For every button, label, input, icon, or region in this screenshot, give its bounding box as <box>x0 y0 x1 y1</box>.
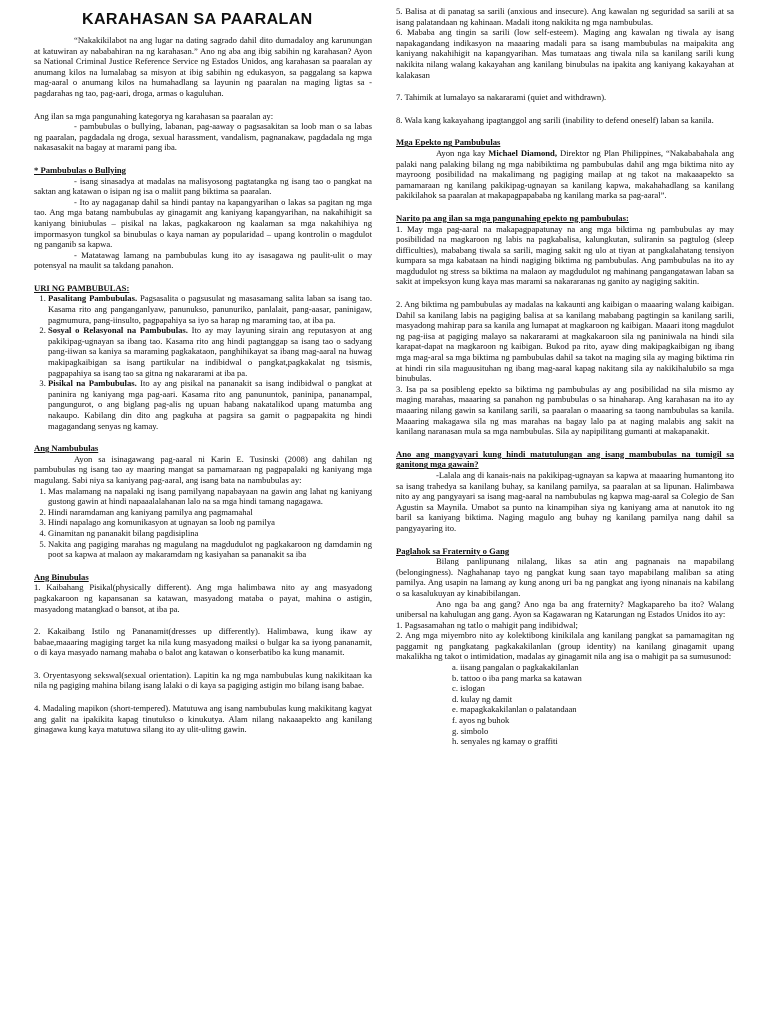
binubulas-item: 3. Oryentasyong sekswal(sexual orientation). Lapitin ka ng mga nambubulas kung nakikitaan ka nila ng pagiging mahina bilang isang lalaki o di kaya sa pagiging astigin mo bilang isang babae. <box>34 669 372 691</box>
bullying-heading: * Pambubulas o Bullying <box>34 164 126 175</box>
left-column <box>34 6 372 735</box>
bullying-cause: - Ito ay nagaganap dahil sa hindi pantay na kapangyarihan o lakas sa pagitan ng mga tao. Ang mga batang nambubulas ay ginagamit ang kaniyang kapangyarihan, na nakahihigit sa kaniyang biniubulas – pisikal na lakas, pagkakaroon ng kaalaman sa mga nakahihiya ng impormasyon tungkol sa binubulas o kaya naman ay popularidad – upang kontrolin o magdulot ng panganib sa kapwa. <box>34 196 372 250</box>
gang-criterion: 2. Ang mga miyembro nito ay kolektibong kinikilala ang kanilang pangkat sa pamamagitan ng paggamit ng pangkatang pagkakakilanlan (group identity) na kanilang ginagamit upang makalikha ng takot o intimidation, madalas ay ginagamit nila ang isa o mahigit pa sa sumusunod: <box>396 630 734 662</box>
question-answer: -Lalala ang di kanais-nais na pakikipag-ugnayan sa kapwa at maaaring humantong ito sa isang trahedya sa kanilang buhay, sa kanilang pamilya, sa paaralan at sa lipunan. Halimbawa nito ay ang pangyayari sa isang mag-aaral na nambubulas ng kapwa mag-aaral sa Colegio de San Agustin sa Maynila. Umabot sa punto na kinampihan siya ng kaniyang ama at nanutok ito ng baril sa kaniyang biktima. Naging magulo ang buhay ng kanilang pamilya nang dahil sa pangyayaring ito. <box>396 469 734 533</box>
binubulas-item: 5. Balisa at di panatag sa sarili (anxious and insecure). Ang kawalan ng seguridad sa sarili at sa isang palatandaan ng kahinaan. Madali itong nakikita ng mga nambubulas. <box>396 6 734 27</box>
bullying-definition: - isang sinasadya at madalas na malisyosong pagtatangka ng isang tao o pangkat na saktan ang katawan o isipan ng isa o maliit pang biktima sa paaralan. <box>34 175 372 197</box>
director-name: Michael Diamond, <box>488 147 557 158</box>
gang-heading: Paglahok sa Fraternity o Gang <box>396 545 510 556</box>
list-item: b. tattoo o iba pang marka sa katawan <box>452 672 582 683</box>
binubulas-heading: Ang Binubulas <box>34 571 89 582</box>
list-item: 4. Ginamitan ng pananakit bilang pagdisiplina <box>48 528 372 539</box>
list-item: d. kulay ng damit <box>452 693 513 704</box>
binubulas-item: 1. Kaibahang Pisikal(physically different). Ang mga halimbawa nito ay ang masyadong pagkakaroon ng kapansanan sa katawan, masyadong mataba o payat, mahina o astigin, masyadong matangkad o bansot, at iba pa. <box>34 582 372 614</box>
list-item: 5. Nakita ang pagiging marahas ng magulang na magdudulot ng pagkakaroon ng damdamin ng poot sa kapwa at malaon ay makaramdam ng kasiyahan sa pananakit sa iba <box>48 539 372 560</box>
list-item: g. simbolo <box>452 725 489 736</box>
nambubulas-intro: Ayon sa isinagawang pag-aaral ni Karin E. Tusinski (2008) ang dahilan ng pambubulas ng isang tao ay maaring mangat sa pamamaraan ng pagpapalaki ng kaniyang mga magulang. Sabi niya sa kaniyang pag-aaral, ang isang bata na nambubulas ay: <box>34 453 372 485</box>
list-item: a. iisang pangalan o pagkakakilanlan <box>452 662 579 673</box>
epekto-paragraph: Ayon nga kay Michael Diamond, Direktor ng Plan Philippines, “Nakababahala ang palaki nang palaking bilang ng mga nabibiktima ng pambubulas dahil ang mga biktima nito ay mayroong posibilidad na makalimang ng pagiging mailap at ng takot na makaaapekto sa pamamaraan ng kanilang pakikipag-ugnayan sa kanilang kapwa, makahahadlang sa kanilang pakikilahok sa paaralan at makapagpapababa ng kanilang marka sa pag-aaral”. <box>396 147 734 201</box>
list-item: 3. Hindi napalago ang komunikasyon at ugnayan sa loob ng pamilya <box>48 517 372 528</box>
list-item: e. mapagkakakilanlan o palatandaan <box>452 704 577 715</box>
binubulas-item: 4. Madaling mapikon (short-tempered). Matutuwa ang isang nambubulas kung makikitang kagyat ang galit na ipakikita kapag tinutukso o kinukutya. Alam nilang nakaaapekto ang kanilang ginagawa kung kaya matutuwa silang ito ay ulit-ulitng gawin. <box>34 703 372 735</box>
effects-heading: Narito pa ang ilan sa mga pangunahing epekto ng pambubulas: <box>396 212 629 223</box>
binubulas-item: 7. Tahimik at lumalayo sa nakararami (quiet and withdrawn). <box>396 92 607 103</box>
gang-paragraph: Bilang panlipunang nilalang, likas sa atin ang pagnanais na mapabilang (belongingness). Naghahanap tayo ng pangkat kung saan tayo mapabilang maliban sa ating pamilya. Ang usapin na lamang ay kung anong uri ba ng pangkat ang iyong ninanais na kabilang o sa kasalukuyan ay kinabibilangan. <box>396 556 734 598</box>
list-item: f. ayos ng buhok <box>452 715 510 726</box>
categories-text: - pambubulas o bullying, labanan, pag-aaway o pagsasakitan sa loob man o sa labas ng paaralan, pagdadala ng droga, sexual harassment, vandalism, pagnanakaw, pagdadala ng mga nakasasakit na bagay at marami pang iba. <box>34 121 372 153</box>
binubulas-item: 8. Wala kang kakayahang ipagtanggol ang sarili (inability to defend oneself) laban sa kanila. <box>396 114 714 125</box>
gang-identity-list <box>396 662 734 747</box>
gang-definition-intro: Ano nga ba ang gang? Ano nga ba ang fraternity? Magkapareho ba ito? Walang unibersal na kahulugan ang gang. Ayon sa Kagawaran ng Katarungan ng Estados Unidos ito ay: <box>396 598 734 620</box>
effect-item: 2. Ang biktima ng pambubulas ay madalas na kakaunti ang kaibigan o maaaring walang kaibigan. Dahil sa kanilang labis na pagiging balisa at sa kanilang mababang pagtingin sa kanilang sarili, masyadong mahirap para sa kanila ang lumapat at magkaroon ng kaibigan. Maaari itong magdulot ng pag-iisa at pagiging malayo sa nakararami at magkakaroon sila ng paniniwala na hindi sila karapat-dapat na magkaroon ng kaibigan. Bukod pa rito, ayaw ding makipagkaibigan ng ibang mga mag-aral sa mga biktima ng pambubulas dahil sa takot na maging sila ay maging biktima rin at hindi rin sila maguusituhan ng ibang mag-aaral kapag nakitang sila ay nakikihalubilo sa mga binubulas. <box>396 299 734 384</box>
list-item: 1. Mas malamang na napalaki ng isang pamilyang napabayaan na gawin ang lahat ng kaniyang gustong gawin at hindi napaaalalahanan lalo na sa mga hindi tamang nagagawa. <box>48 486 372 507</box>
nambubulas-list <box>34 486 372 560</box>
effect-item: 1. May mga pag-aaral na makapagpapatunay na ang mga biktima ng pambubulas ay may posibilidad na magkaroon ng labis na pagkabalisa, kalungkutan, suliranin sa pagtulog (sleep difficulties), mababang tiwala sa sarili, maging sakit ng ulo at tiyan at pangkalahatang tensiyon kumpara sa mga kabataan na hindi nagiging biktima ng pambubulas. Ang pambubulas na ito ay magdudulot ng stress sa biktima na malaon ay magdudulot ng mahinang pangangatawan laban sa sakit at impeksyon kung kaya mas marami sa nakararanas ng ganito ay nagiging sakitin. <box>396 223 734 287</box>
nambubulas-heading: Ang Nambubulas <box>34 443 99 454</box>
bullying-repetition: - Matatawag lamang na pambubulas kung ito ay isasagawa ng paulit-ulit o may potensyal na maulit sa takdang panahon. <box>34 249 372 271</box>
uri-heading: URI NG PAMBUBULAS: <box>34 282 130 293</box>
binubulas-item: 6. Mababa ang tingin sa sarili (low self-esteem). Maging ang kawalan ng tiwala ay isang napakagandang indikasyon na maaaring madali para sa isang mambubulas na maipakita ang kaniyang nakahihigit na kapangyarihan. Mas tumataas ang tiwala nila sa kanilang sarili kung nakikita nilang walang kakayahan ang kanilang binubulas na ipakita ang kaniyang kakayahan at kalakasan <box>396 27 734 80</box>
right-column <box>396 6 734 747</box>
binubulas-item: 2. Kakaibang Istilo ng Pananamit(dresses up differently). Halimbawa, kung ikaw ay babae,maaaring magiging target ka nila kung masyadong maiksi o bulgar ka sa iyong pananamit, o di kaya masyado namang mahaba o balot ang katawan o konserbatibo ka kung manamit. <box>34 626 372 658</box>
effect-item: 3. Isa pa sa posibleng epekto sa biktima ng pambubulas ay ang posibilidad na sila mismo ay maging marahas, maaaring sa panahon ng pambubulas o sa hinaharap. Ang karahasan na ito ay maaaring nilang gawin sa kanilang sarili, sa paaralan o maaaring sa taong nambubulas sa kanila. Maaaring makagawa sila ng mas marahas na bagay lalo pa at naging malabis ang sakit na kanilang naranasan mula sa mga nambubulas. Sila ay napipilitang gumanti at makapanakit. <box>396 383 734 437</box>
list-item: c. islogan <box>452 683 485 694</box>
categories-intro: Ang ilan sa mga pangunahing kategorya ng karahasan sa paaralan ay: <box>34 110 274 121</box>
list-item: 2. Sosyal o Relasyonal na Pambubulas. Ito ay may layuning sirain ang reputasyon at ang pakikipag-ugnayan sa ibang tao. Kasama rito ang hindi pagtanggap sa isang tao o sadyang pang-iiwan sa kaniya sa maraming pagkakataon, panghihikayat sa ibang mag-aaral na huwag makipagkaibigan sa isang partikular na indibidwal o pangkat,pagkakalat ng tsismis, pagpapahiya sa isang tao sa gitna ng nakararami at iba pa. <box>48 325 372 378</box>
document-title: KARAHASAN SA PAARALAN <box>82 11 313 28</box>
epekto-heading: Mga Epekto ng Pambubulas <box>396 137 501 148</box>
uri-list <box>34 293 372 431</box>
gang-criterion: 1. Pagsasamahan ng tatlo o mahigit pang indibidwal; <box>396 619 578 630</box>
question-heading: Ano ang mangyayari kung hindi matutulungan ang isang mambubulas na tumigil sa ganitong mga gawain? <box>396 448 734 470</box>
list-item: 3. Pisikal na Pambubulas. Ito ay ang pisikal na pananakit sa isang indibidwal o pangkat at paninira ng kaniyang mga pag-aari. Kasama rito ang panununtok, paninipa, pananampal, pangungurot, o ang biglang pag-alis ng upuan habang nakatalikod upang matumba ang nakaupo. Kabilang din dito ang pagkuha at pagsira sa gamit o pagpapakita ng hindi magagandang senyas ng kamay. <box>48 378 372 431</box>
list-item: 1. Pasalitang Pambubulas. Pagsasalita o pagsusulat ng masasamang salita laban sa isang tao. Kasama rito ang panganganlyaw, panunukso, panunuriko, panlalait, pang-aasar, paninigaw, pagmumura, pang-iinsulto, pagpapahiya sa iyo sa harap ng maraming tao, at iba pa. <box>48 293 372 325</box>
list-item: 2. Hindi naramdaman ang kaniyang pamilya ang pagmamahal <box>48 507 372 518</box>
intro-paragraph: “Nakakikilabot na ang lugar na dating sagrado dahil dito dumadaloy ang karunungan at katuwiran ay nababahiran na ng karahasan.” Ano ng aba ang ibig sabihin ng karahasan? Ayon sa National Criminal Justice Reference Service ng Estados Unidos, ang karahasan sa paaralan ay anumang kilos na lumalabag sa misyon at ibig sabihin ng edukasyon, sa paggalang sa kapwa mag-aaral o anumang kilos na humahadlang sa layunin ng paaralan na maging ligtas sa - pagdarahas ng tao, pag-aari, droga, armas o kaguluhan. <box>34 35 372 98</box>
list-item: h. senyales ng kamay o graffiti <box>452 736 558 747</box>
